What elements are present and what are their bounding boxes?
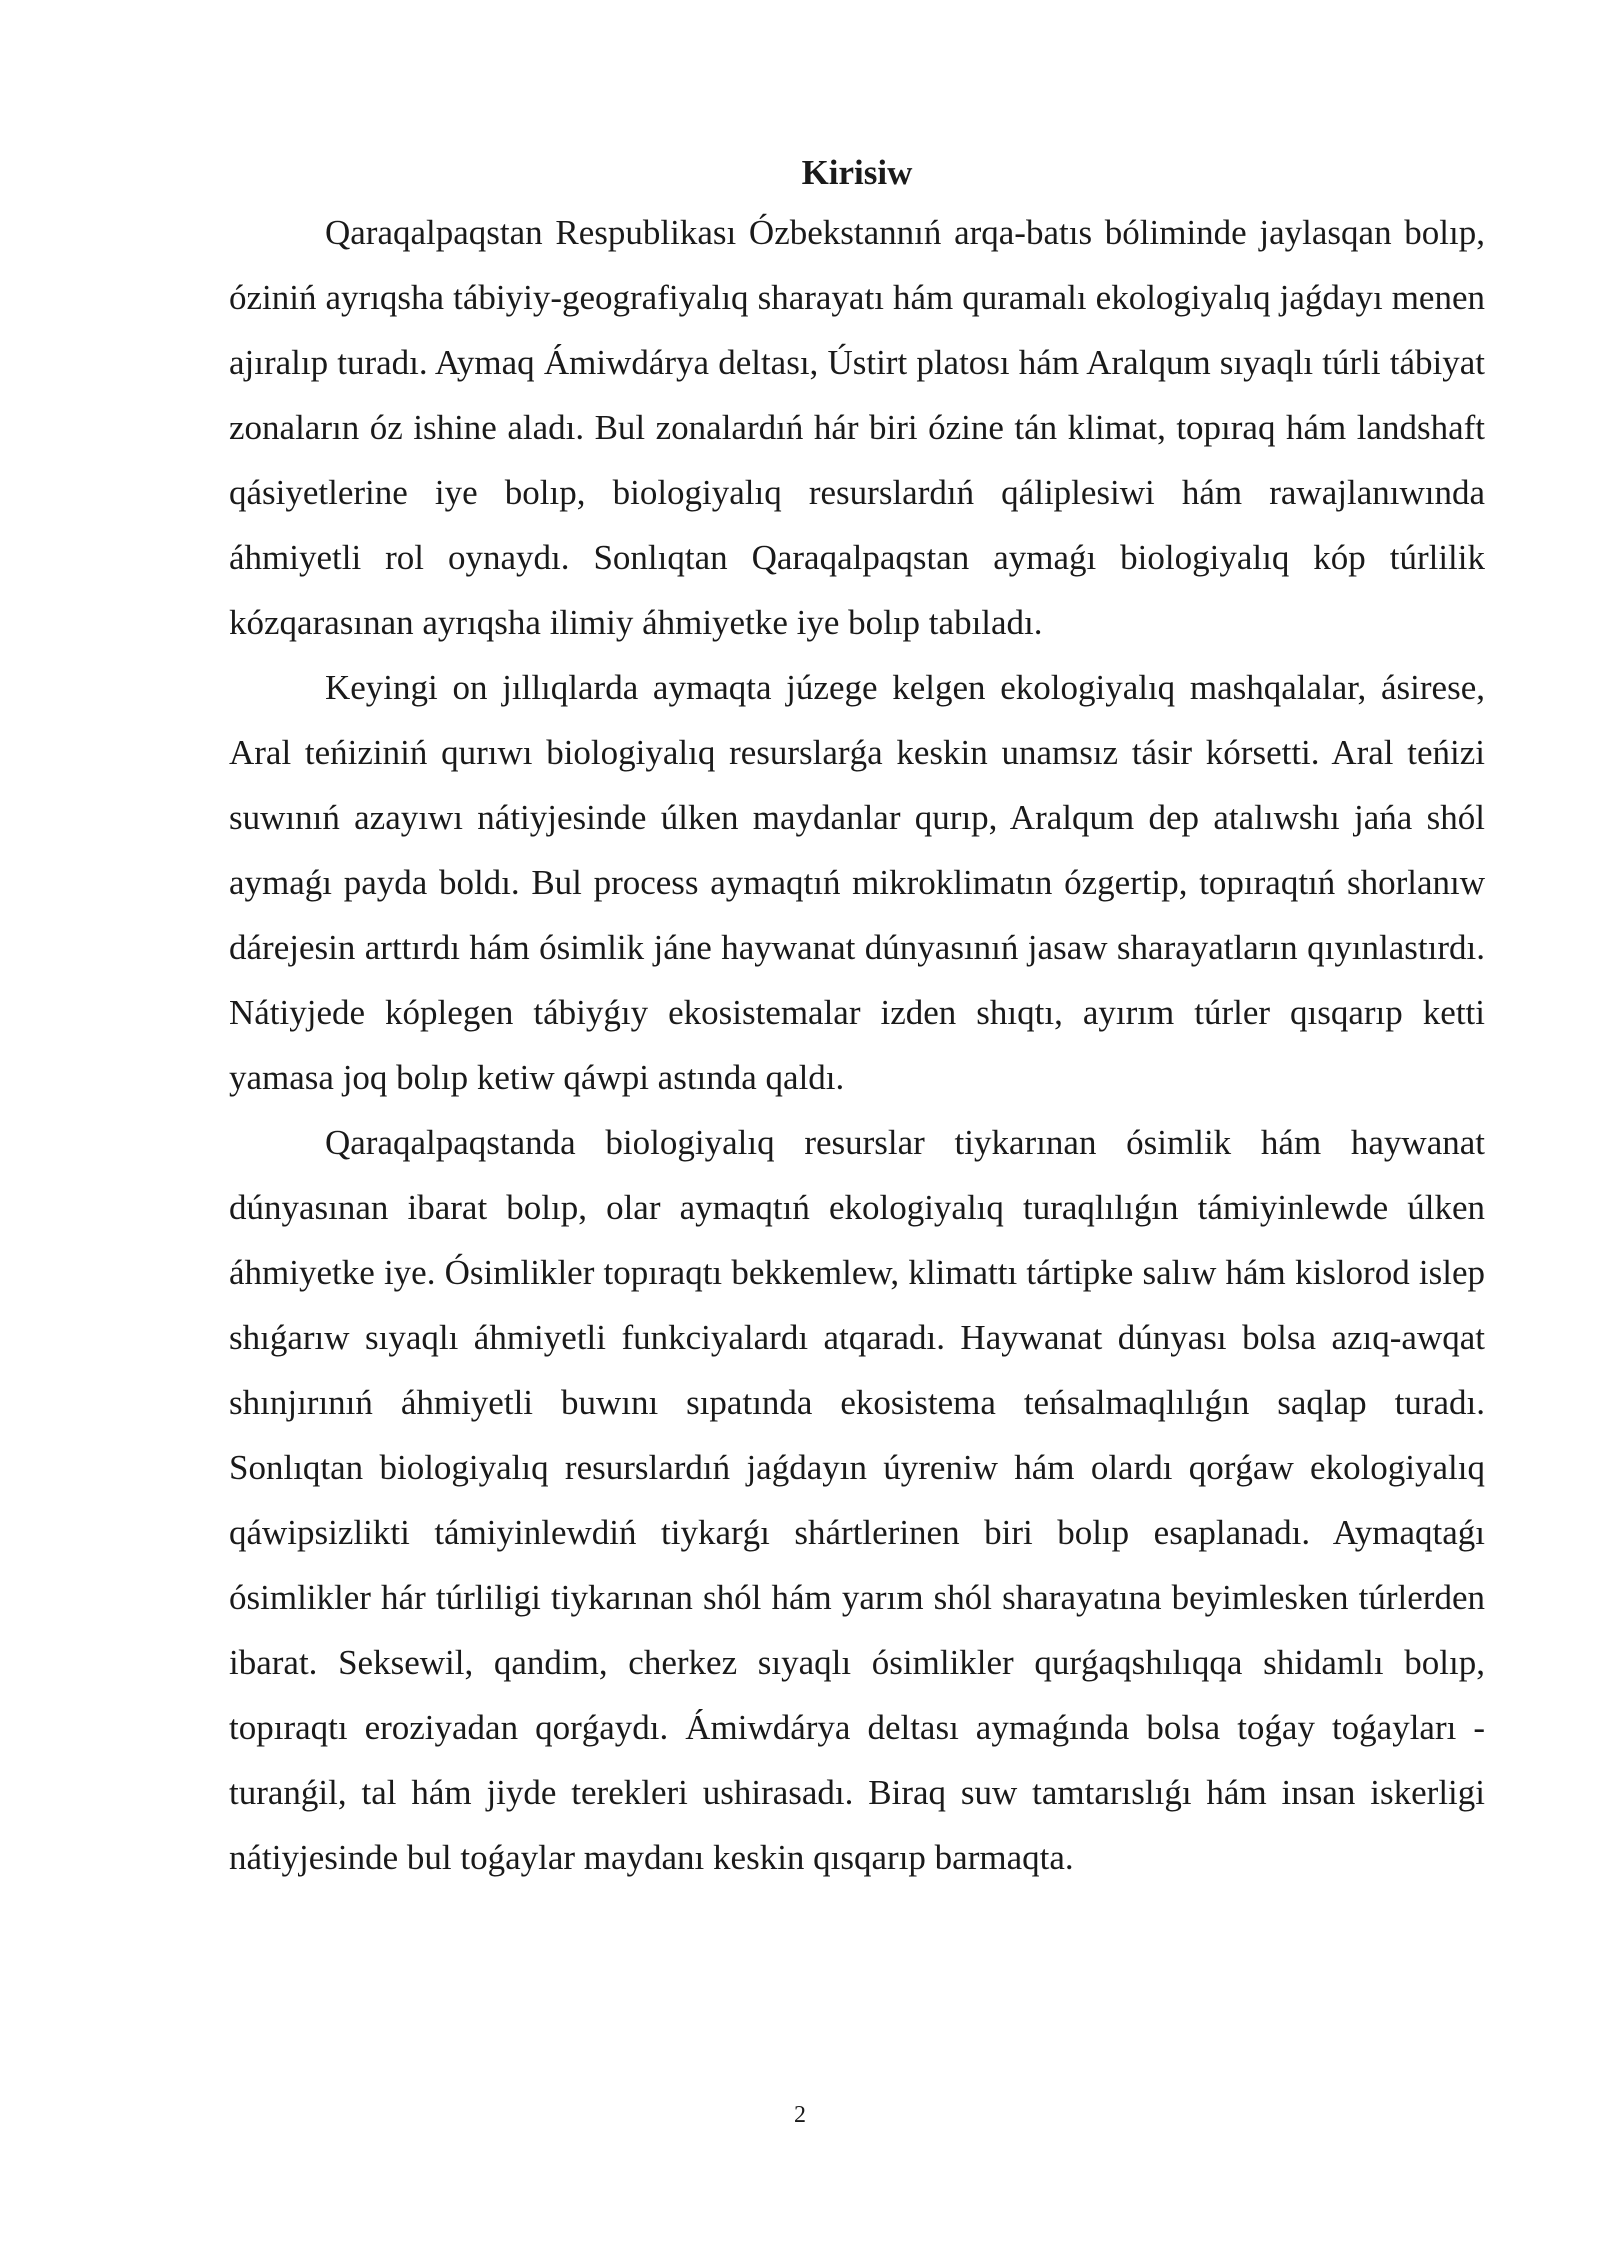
paragraph-1: Qaraqalpaqstan Respublikası Ózbekstannıń arqa-batıs bóliminde jaylasqan bolıp, óziniń ayrıqsha tábiyiy-geografiyalıq sharayatı hám quramalı ekologiyalıq jaǵdayı menen ajıralıp turadı. Aymaq Ámiwdárya deltası, Ústirt platosı hám Aralqum sıyaqlı túrli tábiyat zonaların óz ishine aladı. Bul zonalardıń hár biri ózine tán klimat, topıraq hám landshaft qásiyetlerine iye bolıp, biologiyalıq resurslardıń qáliplesiwi hám rawajlanıwında áhmiyetli rol oynaydı. Sonlıqtan Qaraqalpaqstan aymaǵı biologiyalıq kóp túrlilik kózqarasınan ayrıqsha ilimiy áhmiyetke iye bolıp tabıladı. bbox=[229, 213, 1485, 642]
paragraph-3: Qaraqalpaqstanda biologiyalıq resurslar tiykarınan ósimlik hám haywanat dúnyasınan ibarat bolıp, olar aymaqtıń ekologiyalıq turaqlılıǵın támiyinlewde úlken áhmiyetke iye. Ósimlikler topıraqtı bekkemlew, klimattı tártipke salıw hám kislorod islep shıǵarıw sıyaqlı áhmiyetli funkciyalardı atqaradı. Haywanat dúnyası bolsa azıq-awqat shınjırınıń áhmiyetli buwını sıpatında ekosistema teńsalmaqlılıǵın saqlap turadı. Sonlıqtan biologiyalıq resurslardıń jaǵdayın úyreniw hám olardı qorǵaw ekologiyalıq qáwipsizlikti támiyinlewdiń tiykarǵı shártlerinen biri bolıp esaplanadı. Aymaqtaǵı ósimlikler hár túrliligi tiykarınan shól hám yarım shól sharayatına beyimlesken túrlerden ibarat. Seksewil, qandim, cherkez sıyaqlı ósimlikler qurǵaqshılıqqa shidamlı bolıp, topıraqtı eroziyadan qorǵaydı. Ámiwdárya deltası aymaǵında bolsa toǵay toǵayları - turanǵil, tal hám jiyde terekleri ushirasadı. Biraq suw tamtarıslıǵı hám insan iskerligi nátiyjesinde bul toǵaylar maydanı keskin qısqarıp barmaqta. bbox=[229, 1123, 1485, 1877]
document-page bbox=[229, 150, 1485, 1890]
paragraph-2: Keyingi on jıllıqlarda aymaqta júzege kelgen ekologiyalıq mashqalalar, ásirese, Aral teńiziniń qurıwı biologiyalıq resurslarǵa keskin unamsız tásir kórsetti. Aral teńizi suwınıń azayıwı nátiyjesinde úlken maydanlar qurıp, Aralqum dep atalıwshı jańa shól aymaǵı payda boldı. Bul process aymaqtıń mikroklimatın ózgertip, topıraqtıń shorlanıw dárejesin arttırdı hám ósimlik jáne haywanat dúnyasınıń jasaw sharayatların qıyınlastırdı. Nátiyjede kóplegen tábiyǵıy ekosistemalar izden shıqtı, ayırım túrler qısqarıp ketti yamasa joq bolıp ketiw qáwpi astında qaldı. bbox=[229, 668, 1485, 1097]
document-title: Kirisiw bbox=[801, 153, 913, 192]
page-number: 2 bbox=[794, 2102, 806, 2128]
